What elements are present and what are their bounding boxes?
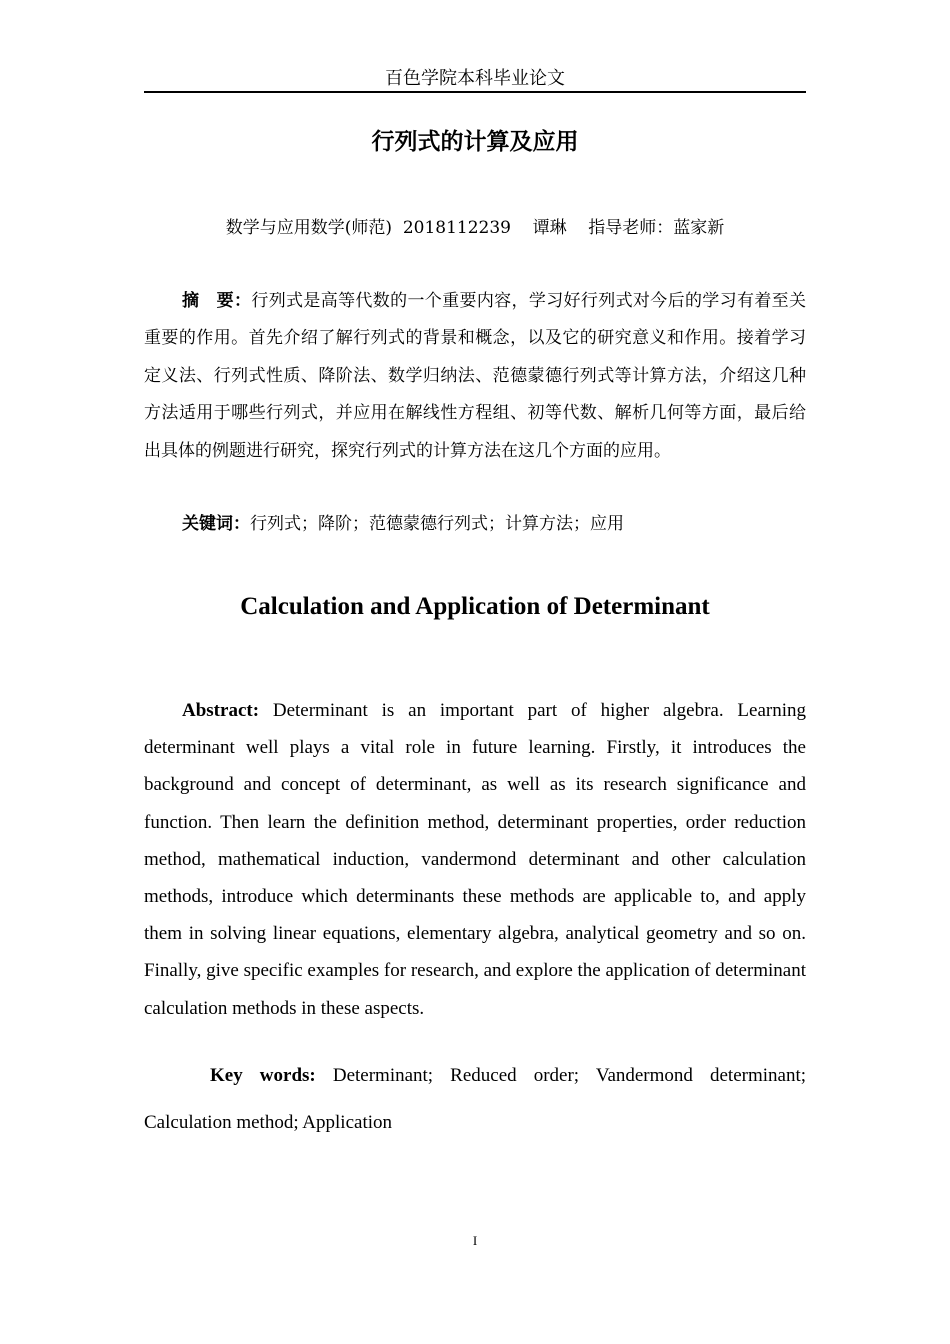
chinese-keywords xyxy=(182,509,806,539)
running-header: 百色学院本科毕业论文 xyxy=(385,68,565,89)
chinese-keywords-text: 行列式；降阶；范德蒙德行列式；计算方法；应用 xyxy=(250,514,624,534)
chinese-keywords-label: 关键词： xyxy=(182,514,250,534)
english-abstract-text: Determinant is an important part of higher algebra. Learning determinant well plays a vital role in future learning. Firstly, it introduces the background and concept of determinant, as well as its research significance and function. Then learn the definition method, determinant properties, order reduction method, mathematical induction, vandermond determinant and other calculation methods, introduce which determinants these methods are applicable to, and apply them in solving linear equations, elementary algebra, analytical geometry and so on. Finally, give specific examples for research, and explore the application of determinant calculation methods in these aspects. xyxy=(144,700,806,1019)
english-abstract-label: Abstract: xyxy=(182,700,260,721)
chinese-abstract-label: 摘 要： xyxy=(182,291,252,311)
chinese-title: 行列式的计算及应用 xyxy=(371,129,579,155)
english-abstract xyxy=(144,692,806,1027)
english-title: Calculation and Application of Determinant xyxy=(240,593,710,620)
chinese-abstract xyxy=(144,283,806,470)
header-rule xyxy=(144,91,806,93)
chinese-abstract-text: 行列式是高等代数的一个重要内容，学习好行列式对今后的学习有着至关重要的作用。首先介绍了解行列式的背景和概念，以及它的研究意义和作用。接着学习定义法、行列式性质、降阶法、数学归纳法、范德蒙德行列式等计算方法，介绍这几种方法适用于哪些行列式，并应用在解线性方程组、初等代数、解析几何等方面，最后给出具体的例题进行研究，探究行列式的计算方法在这几个方面的应用。 xyxy=(144,291,807,461)
page-number: I xyxy=(472,1233,478,1248)
english-keywords-text: Determinant; Reduced order; Vandermond determinant; Calculation method; Application xyxy=(144,1065,807,1133)
english-keywords xyxy=(144,1052,806,1146)
author-line: 数学与应用数学(师范) 2018112239 谭琳 指导老师：蓝家新 xyxy=(225,218,725,238)
english-keywords-label: Key words: xyxy=(210,1065,316,1086)
